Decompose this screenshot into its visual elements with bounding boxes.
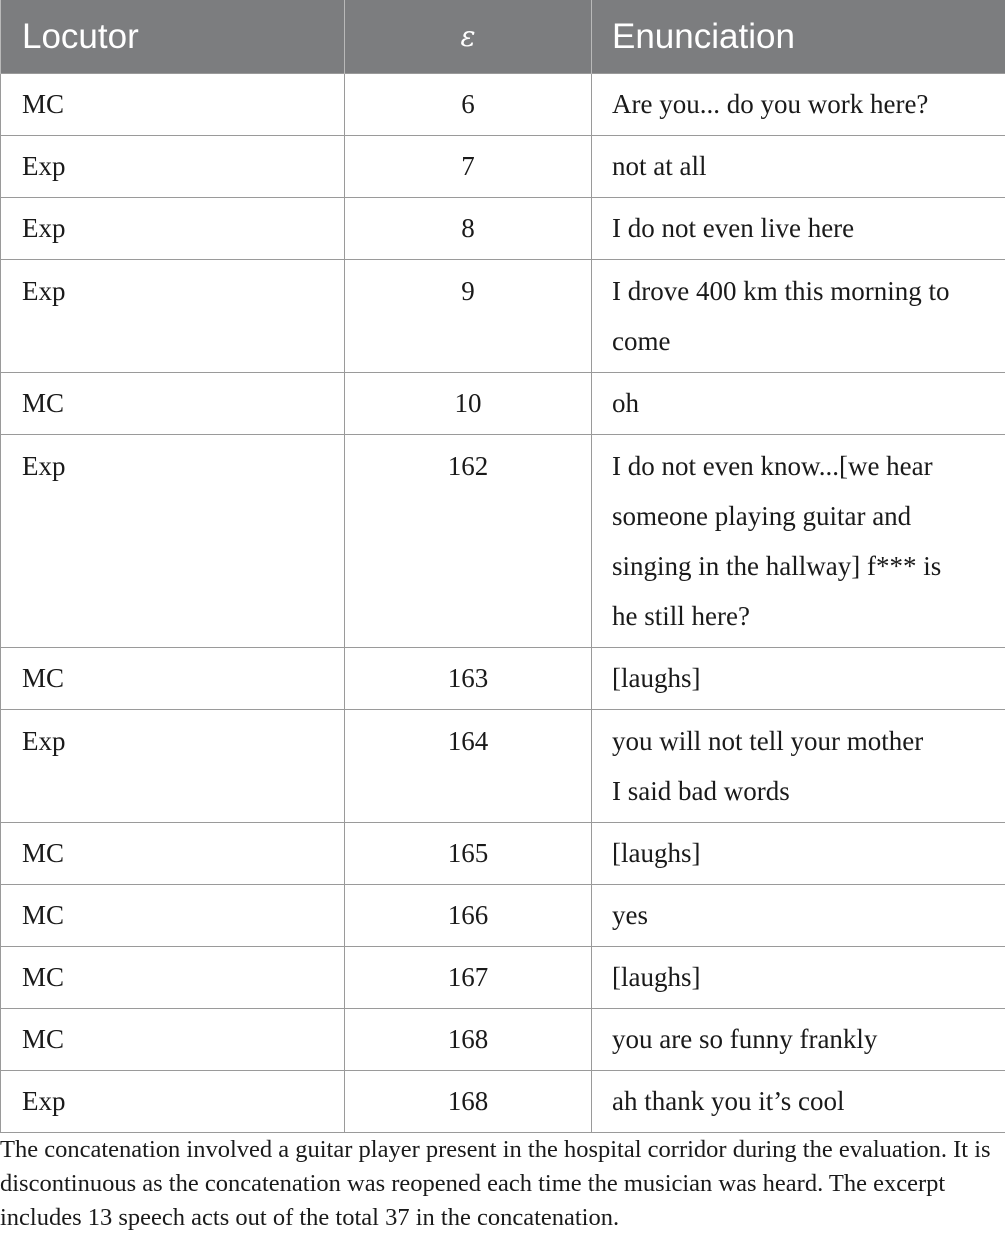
- cell-locutor: Exp: [1, 1071, 345, 1133]
- table-row: [1, 947, 1005, 1009]
- cell-enunciation: [592, 885, 1005, 947]
- table-row: [1, 885, 1005, 947]
- cell-epsilon: 167: [345, 947, 592, 1009]
- cell-locutor: Exp: [1, 198, 345, 260]
- enunciation-line: Are you... do you work here?: [612, 89, 929, 119]
- enunciation-line: yes: [612, 900, 648, 930]
- cell-enunciation: [592, 947, 1005, 1009]
- cell-locutor: MC: [1, 823, 345, 885]
- cell-enunciation: [592, 710, 1005, 823]
- enunciation-line: [laughs]: [612, 838, 701, 868]
- cell-epsilon: 168: [345, 1071, 592, 1133]
- enunciation-line: I drove 400 km this morning to: [612, 276, 950, 306]
- cell-locutor: MC: [1, 648, 345, 710]
- enunciation-line: he still here?: [612, 601, 750, 631]
- cell-enunciation: [592, 435, 1005, 648]
- table-row: [1, 260, 1005, 373]
- cell-epsilon: 168: [345, 1009, 592, 1071]
- cell-locutor: MC: [1, 947, 345, 1009]
- enunciation-line: I do not even know...[we hear: [612, 451, 933, 481]
- cell-enunciation: [592, 823, 1005, 885]
- cell-enunciation: [592, 198, 1005, 260]
- enunciation-line: ah thank you it’s cool: [612, 1086, 845, 1116]
- cell-epsilon: 162: [345, 435, 592, 648]
- cell-enunciation: [592, 136, 1005, 198]
- header-epsilon: ε: [345, 0, 592, 74]
- table-row: [1, 136, 1005, 198]
- cell-epsilon: 164: [345, 710, 592, 823]
- enunciation-line: you are so funny frankly: [612, 1024, 878, 1054]
- enunciation-line: [laughs]: [612, 663, 701, 693]
- cell-enunciation: [592, 1009, 1005, 1071]
- table-row: [1, 373, 1005, 435]
- cell-locutor: MC: [1, 74, 345, 136]
- cell-epsilon: 163: [345, 648, 592, 710]
- cell-locutor: MC: [1, 1009, 345, 1071]
- table-row: [1, 1071, 1005, 1133]
- table-body: [1, 74, 1005, 1133]
- enunciation-line: [laughs]: [612, 962, 701, 992]
- cell-enunciation: [592, 648, 1005, 710]
- cell-locutor: Exp: [1, 260, 345, 373]
- cell-epsilon: 8: [345, 198, 592, 260]
- enunciation-line: not at all: [612, 151, 707, 181]
- table-row: [1, 648, 1005, 710]
- cell-locutor: Exp: [1, 710, 345, 823]
- cell-epsilon: 7: [345, 136, 592, 198]
- enunciation-line: I do not even live here: [612, 213, 855, 243]
- cell-enunciation: [592, 74, 1005, 136]
- enunciation-line: singing in the hallway] f*** is: [612, 551, 942, 581]
- table-row: [1, 435, 1005, 648]
- header-locutor: Locutor: [1, 0, 345, 74]
- enunciation-line: someone playing guitar and: [612, 501, 912, 531]
- table-row: [1, 823, 1005, 885]
- enunciation-line: I said bad words: [612, 776, 790, 806]
- cell-epsilon: 6: [345, 74, 592, 136]
- table-row: [1, 710, 1005, 823]
- cell-enunciation: [592, 373, 1005, 435]
- cell-locutor: Exp: [1, 435, 345, 648]
- table-header-row: [1, 0, 1005, 74]
- table-row: [1, 198, 1005, 260]
- cell-enunciation: [592, 260, 1005, 373]
- cell-locutor: MC: [1, 373, 345, 435]
- cell-epsilon: 165: [345, 823, 592, 885]
- table-footnote: The concatenation involved a guitar player present in the hospital corridor during the evaluation. It is discontinuous as the concatenation was reopened each time the musician was heard. The excerpt includes 13 speech acts out of the total 37 in the concatenation.: [0, 1136, 991, 1231]
- table-row: [1, 74, 1005, 136]
- cell-epsilon: 166: [345, 885, 592, 947]
- cell-enunciation: [592, 1071, 1005, 1133]
- enunciation-line: come: [612, 326, 671, 356]
- enunciation-line: you will not tell your mother: [612, 726, 924, 756]
- header-enunciation: Enunciation: [592, 0, 1005, 74]
- table-row: [1, 1009, 1005, 1071]
- cell-locutor: Exp: [1, 136, 345, 198]
- cell-epsilon: 10: [345, 373, 592, 435]
- cell-epsilon: 9: [345, 260, 592, 373]
- enunciation-line: oh: [612, 388, 639, 418]
- cell-locutor: MC: [1, 885, 345, 947]
